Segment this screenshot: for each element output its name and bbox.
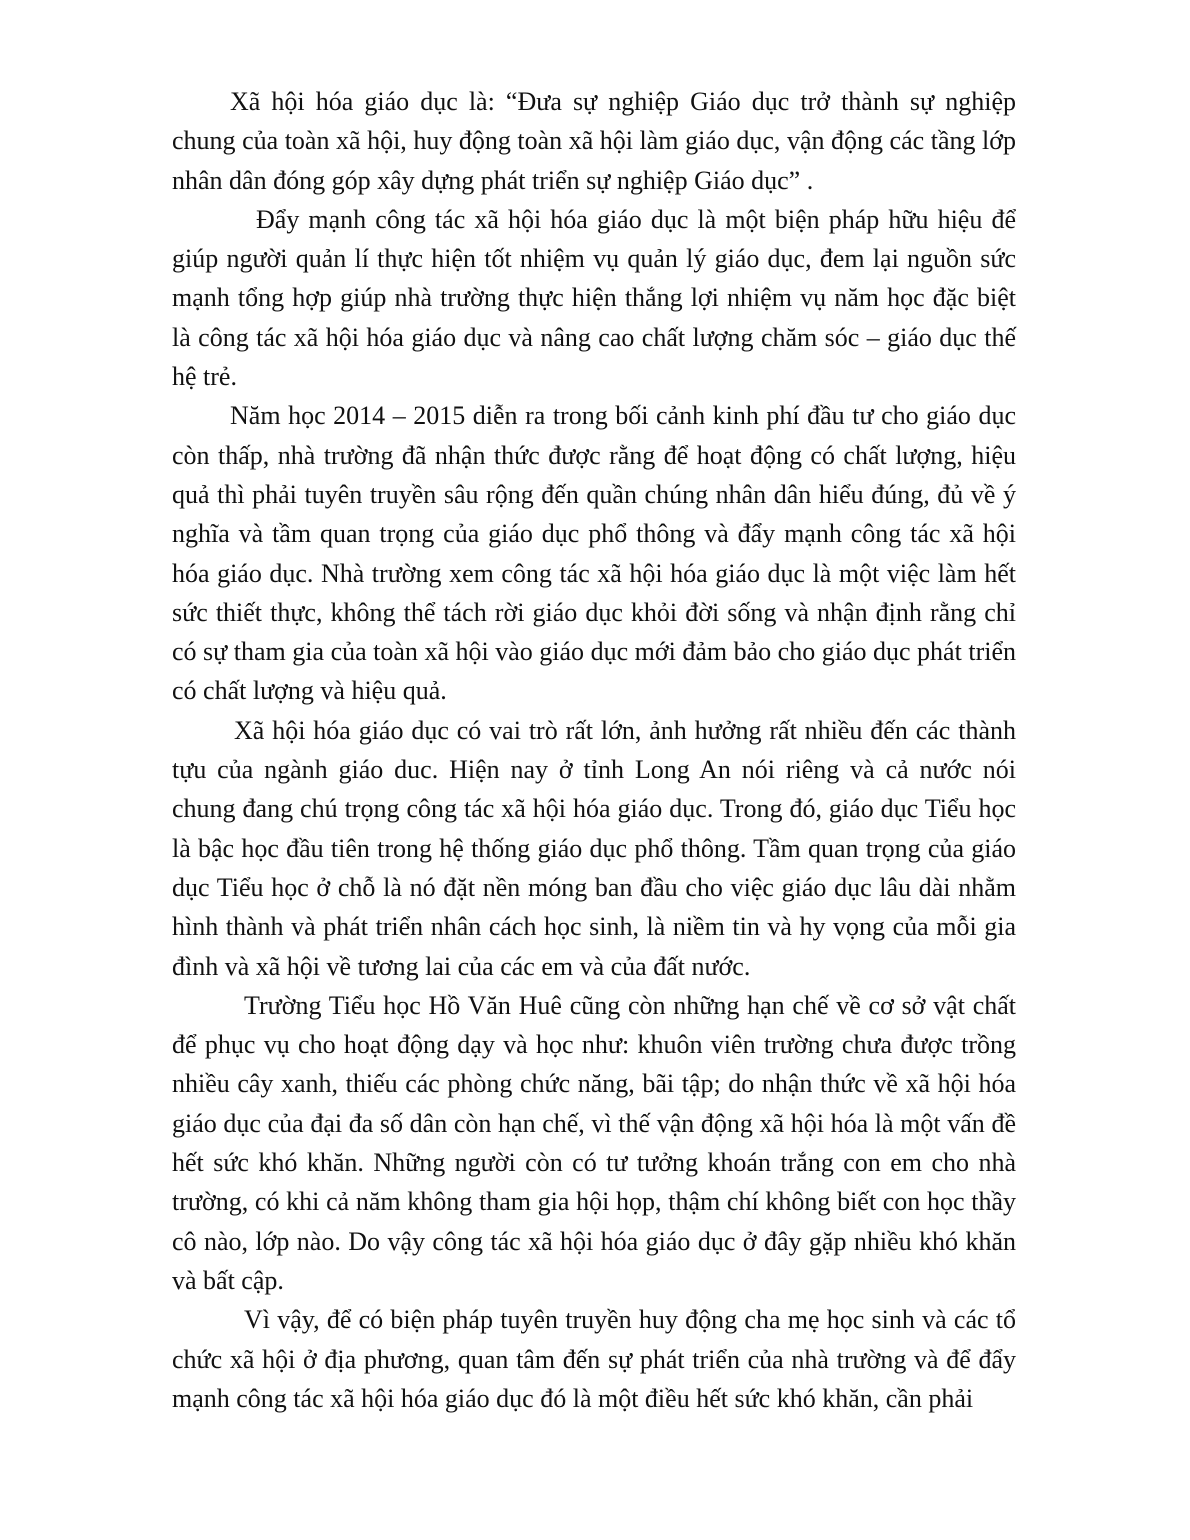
document-body bbox=[172, 82, 1016, 1418]
paragraph-school-limits: Trường Tiểu học Hồ Văn Huê cũng còn những hạn chế về cơ sở vật chất để phục vụ cho hoạt động dạy và học như: khuôn viên trường chưa được trồng nhiều cây xanh, thiếu các phòng chức năng, bãi tập; do nhận thức về xã hội hóa giáo dục của đại đa số dân còn hạn chế, vì thế vận động xã hội hóa là một vấn đề hết sức khó khăn. Những người còn có tư tưởng khoán trắng con em cho nhà trường, có khi cả năm không tham gia hội họp, thậm chí không biết con học thầy cô nào, lớp nào. Do vậy công tác xã hội hóa giáo dục ở đây gặp nhiều khó khăn và bất cập. bbox=[172, 990, 1016, 1295]
paragraph-role: Xã hội hóa giáo dục có vai trò rất lớn, ảnh hưởng rất nhiều đến các thành tựu của ngành giáo duc. Hiện nay ở tỉnh Long An nói riêng và cả nước nói chung đang chú trọng công tác xã hội hóa giáo dục. Trong đó, giáo dục Tiểu học là bậc học đầu tiên trong hệ thống giáo dục phổ thông. Tầm quan trọng của giáo dục Tiểu học ở chỗ là nó đặt nền móng ban đầu cho việc giáo dục lâu dài nhằm hình thành và phát triển nhân cách học sinh, là niềm tin và hy vọng của mỗi gia đình và xã hội về tương lai của các em và của đất nước. bbox=[172, 715, 1016, 981]
paragraph-conclusion: Vì vậy, để có biện pháp tuyên truyền huy động cha mẹ học sinh và các tổ chức xã hội ở địa phương, quan tâm đến sự phát triển của nhà trường và để đẩy mạnh công tác xã hội hóa giáo dục đó là một điều hết sức khó khăn, cần phải bbox=[172, 1305, 1016, 1413]
paragraph-promotion: Đẩy mạnh công tác xã hội hóa giáo dục là một biện pháp hữu hiệu để giúp người quản lí thực hiện tốt nhiệm vụ quản lý giáo dục, đem lại nguồn sức mạnh tổng hợp giúp nhà trường thực hiện thắng lợi nhiệm vụ năm học đặc biệt là công tác xã hội hóa giáo dục và nâng cao chất lượng chăm sóc – giáo dục thế hệ trẻ. bbox=[172, 204, 1016, 392]
paragraph-definition: Xã hội hóa giáo dục là: “Đưa sự nghiệp Giáo dục trở thành sự nghiệp chung của toàn xã hội, huy động toàn xã hội làm giáo dục, vận động các tầng lớp nhân dân đóng góp xây dựng phát triển sự nghiệp Giáo dục” . bbox=[172, 87, 1016, 195]
paragraph-school-year: Năm học 2014 – 2015 diễn ra trong bối cảnh kinh phí đầu tư cho giáo dục còn thấp, nhà trường đã nhận thức được rằng để hoạt động có chất lượng, hiệu quả thì phải tuyên truyền sâu rộng đến quần chúng nhân dân hiểu đúng, đủ về ý nghĩa và tầm quan trọng của giáo dục phổ thông và đẩy mạnh công tác xã hội hóa giáo dục. Nhà trường xem công tác xã hội hóa giáo dục là một việc làm hết sức thiết thực, không thể tách rời giáo dục khỏi đời sống và nhận định rằng chỉ có sự tham gia của toàn xã hội vào giáo dục mới đảm bảo cho giáo dục phát triển có chất lượng và hiệu quả. bbox=[172, 401, 1016, 706]
